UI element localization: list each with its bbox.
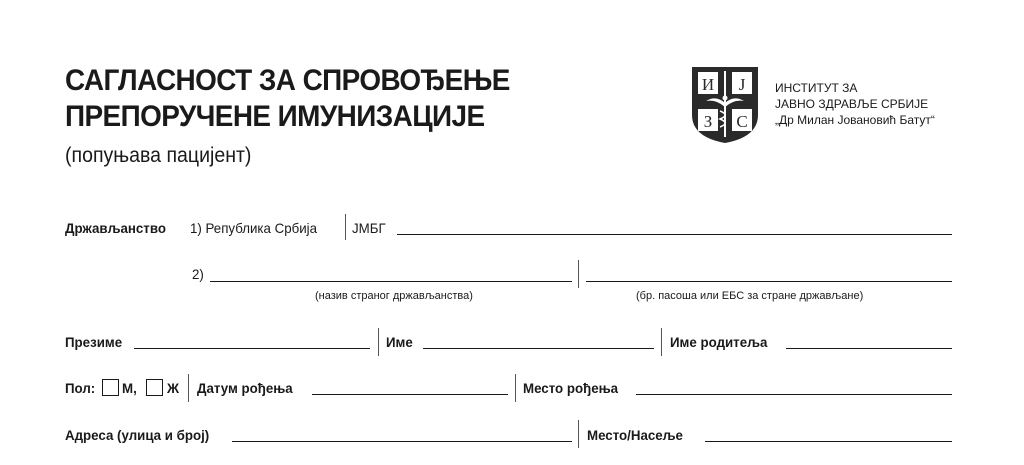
institute-name (775, 80, 935, 128)
citizenship-label: Држављанство (65, 220, 166, 236)
name-field[interactable] (423, 348, 654, 349)
divider (661, 328, 662, 356)
dob-label: Датум рођења (197, 380, 293, 396)
sex-male-label: М, (122, 380, 137, 396)
institute-line-1: ИНСТИТУТ ЗА (775, 81, 858, 95)
pob-label: Место рођења (523, 380, 619, 396)
logo-letter-4: С (736, 112, 748, 131)
place-label: Место/Насеље (587, 427, 683, 443)
foreign-citizenship-caption: (назив страног држављанства) (315, 290, 473, 302)
divider (515, 374, 516, 402)
logo-letter-1: И (701, 75, 715, 94)
title-line-2: ПРЕПОРУЧЕНЕ ИМУНИЗАЦИЈЕ (65, 100, 485, 133)
place-field[interactable] (705, 441, 952, 442)
dob-field[interactable] (312, 394, 508, 395)
jmbg-field[interactable] (397, 234, 952, 235)
sex-male-checkbox[interactable] (102, 379, 119, 396)
form-title (65, 63, 510, 135)
passport-field[interactable] (586, 281, 952, 282)
divider (345, 214, 346, 240)
sex-label: Пол: (65, 380, 96, 396)
title-line-1: САГЛАСНОСТ ЗА СПРОВОЂЕЊЕ (65, 64, 510, 97)
sex-female-label: Ж (167, 380, 180, 396)
logo-letter-3: З (703, 112, 713, 131)
divider (578, 420, 579, 448)
citizenship-option-foreign: 2) (192, 266, 204, 282)
divider (378, 328, 379, 356)
divider (578, 260, 579, 288)
citizenship-option-serbia[interactable]: 1) Република Србија (190, 220, 318, 236)
institute-line-3: „Др Милан Јовановић Батут“ (775, 113, 935, 127)
jmbg-label: ЈМБГ (352, 220, 386, 236)
divider (188, 374, 189, 402)
sex-female-checkbox[interactable] (146, 379, 163, 396)
surname-field[interactable] (134, 348, 370, 349)
address-field[interactable] (232, 441, 572, 442)
address-label: Адреса (улица и број) (65, 427, 210, 443)
name-label: Име (386, 334, 413, 350)
foreign-citizenship-field[interactable] (210, 281, 572, 282)
logo-letter-2: Ј (738, 75, 746, 94)
parent-name-field[interactable] (786, 348, 952, 349)
institute-line-2: ЈАВНО ЗДРАВЉЕ СРБИЈЕ (775, 97, 929, 111)
form-subtitle: (попуњава пацијент) (65, 144, 252, 167)
pob-field[interactable] (636, 394, 952, 395)
parent-name-label: Име родитеља (670, 334, 768, 350)
institute-logo (690, 65, 760, 145)
passport-caption: (бр. пасоша или ЕБС за стране држављане) (636, 290, 864, 302)
surname-label: Презиме (65, 334, 123, 350)
